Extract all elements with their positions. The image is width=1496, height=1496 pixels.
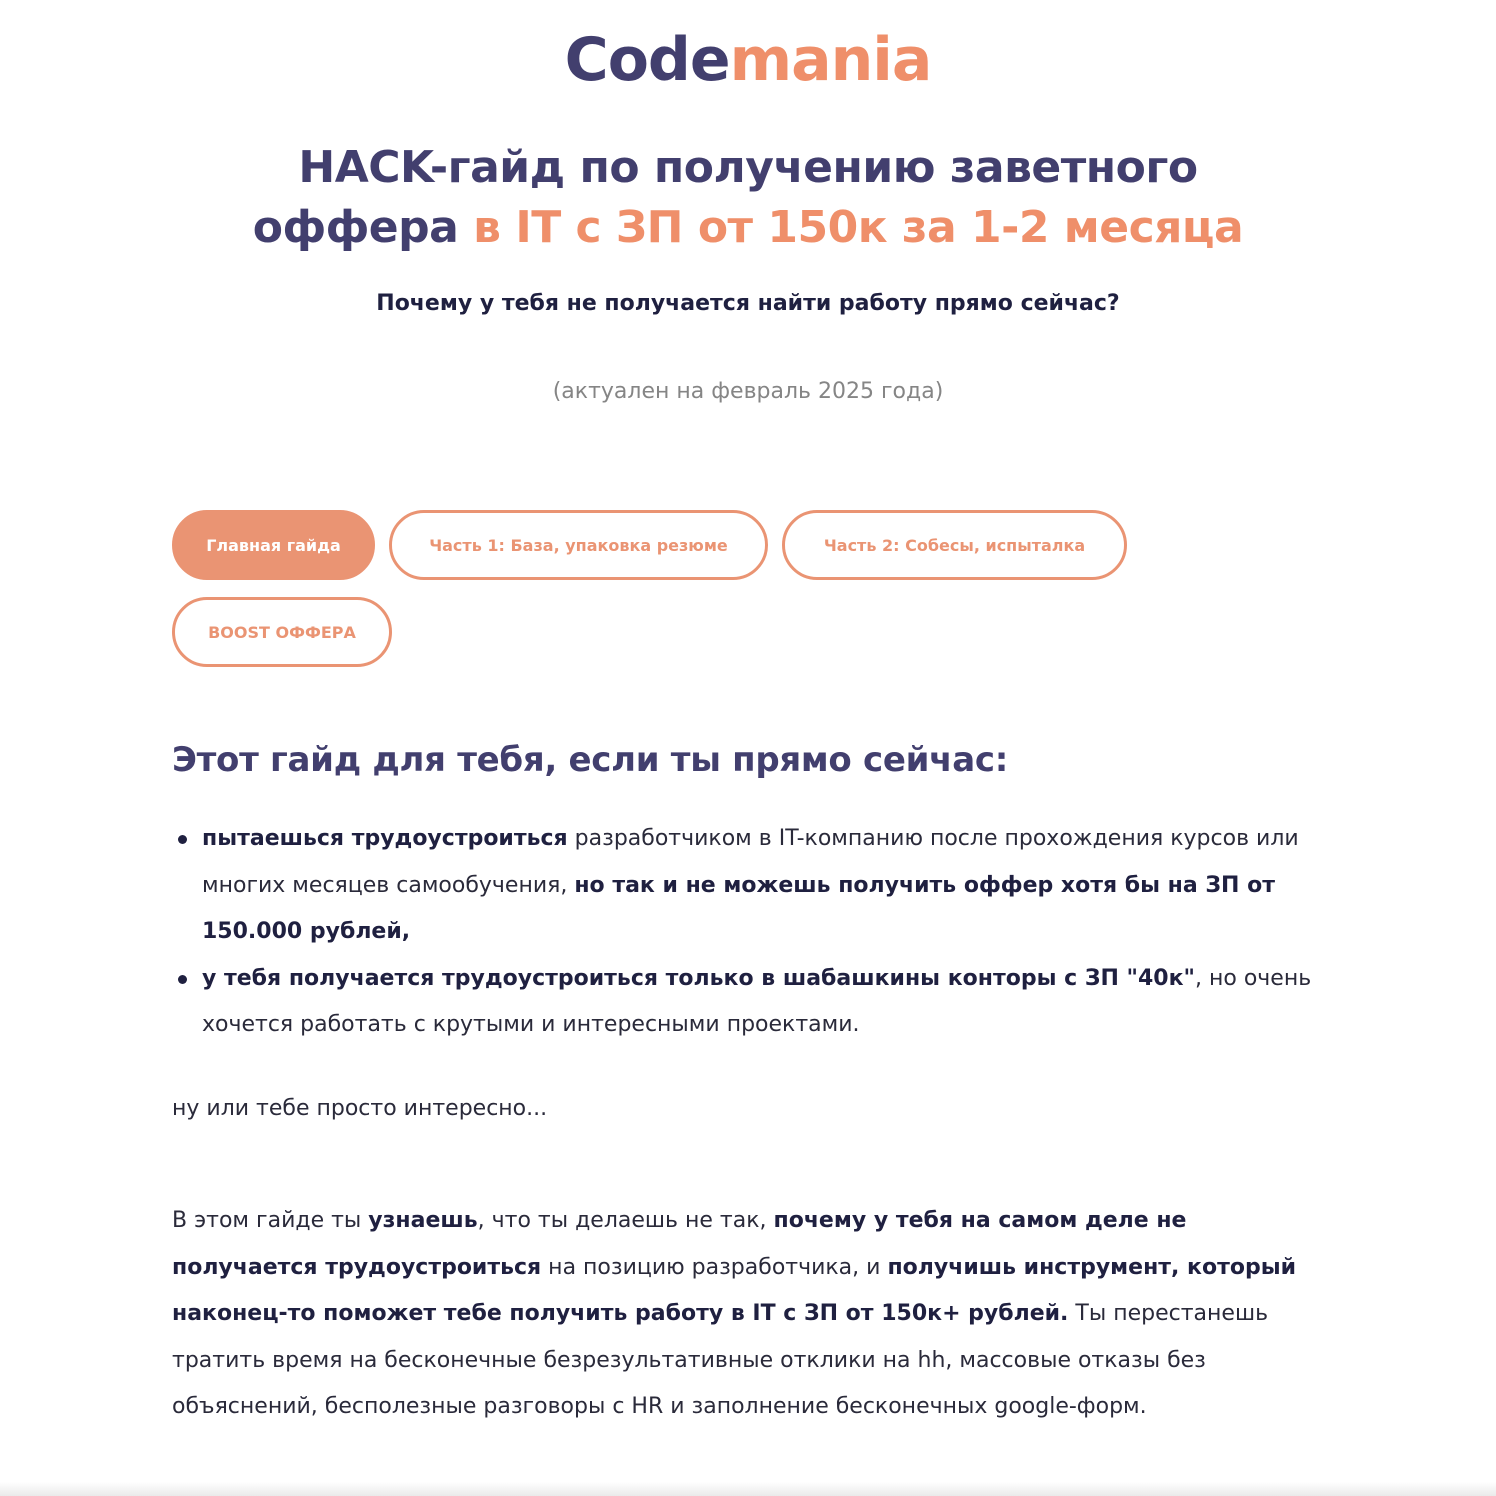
para-text4: Ты перестанешь тратить время на бесконечные безрезультативные отклики на hh, массовые отказы без объяснений, бесполезные разговоры с HR и заполнение бесконечных google-форм. (172, 1301, 1269, 1419)
para-bold1: узнаешь (368, 1208, 478, 1233)
title-line2-accent: в IT с ЗП от 150к за 1-2 месяца (473, 202, 1244, 253)
para-text2: , что ты делаешь не так, (477, 1208, 774, 1233)
para-text1: В этом гайде ты (172, 1208, 369, 1233)
intro-paragraph (172, 1198, 1312, 1431)
tab-part-1[interactable]: Часть 1: База, упаковка резюме (389, 510, 768, 580)
page-title (0, 138, 1496, 258)
para-bold2: почему у тебя на самом деле не получается трудоустроиться (172, 1208, 1187, 1280)
date-note: (актуален на февраль 2025 года) (552, 379, 944, 404)
list-item (172, 816, 1322, 956)
logo-part-code: Code (564, 25, 730, 95)
bullet1-text1: разработчиком в IT-компанию после прохождения курсов или многих месяцев самообучения, (202, 826, 1299, 898)
bottom-fade (0, 1482, 1496, 1496)
page-subtitle: Почему у тебя не получается найти работу прямо сейчас? (376, 291, 1120, 316)
logo-part-mania: mania (729, 25, 932, 95)
tab-main[interactable]: Главная гайда (172, 510, 375, 580)
tab-boost-offer[interactable]: BOOST ОФФЕРА (172, 597, 392, 667)
audience-list (172, 816, 1322, 1049)
bullet1-bold2: но так и не можешь получить оффер хотя бы на ЗП от 150.000 рублей, (202, 872, 1275, 944)
bullet1-bold1: пытаешься трудоустроиться (202, 826, 568, 851)
side-note: ну или тебе просто интересно... (172, 1096, 548, 1121)
para-text3: на позицию разработчика, и (541, 1254, 888, 1280)
bullet2-text1: , но очень хочется работать с крутыми и интересными проектами. (202, 965, 1312, 1037)
para-bold3: получишь инструмент, который наконец-то поможет тебе получить работу в IT с ЗП от 150к+ рублей. (172, 1254, 1297, 1326)
list-item (172, 956, 1322, 1049)
title-line2-plain: оффера (252, 202, 459, 253)
tab-part-2[interactable]: Часть 2: Собесы, испыталка (782, 510, 1127, 580)
section-heading: Этот гайд для тебя, если ты прямо сейчас: (172, 740, 1008, 780)
logo[interactable] (0, 25, 1496, 95)
bullet2-bold1: у тебя получается трудоустроиться только в шабашкины конторы с ЗП "40к" (202, 965, 1195, 991)
title-line1: HACK-гайд по получению заветного (298, 142, 1198, 193)
